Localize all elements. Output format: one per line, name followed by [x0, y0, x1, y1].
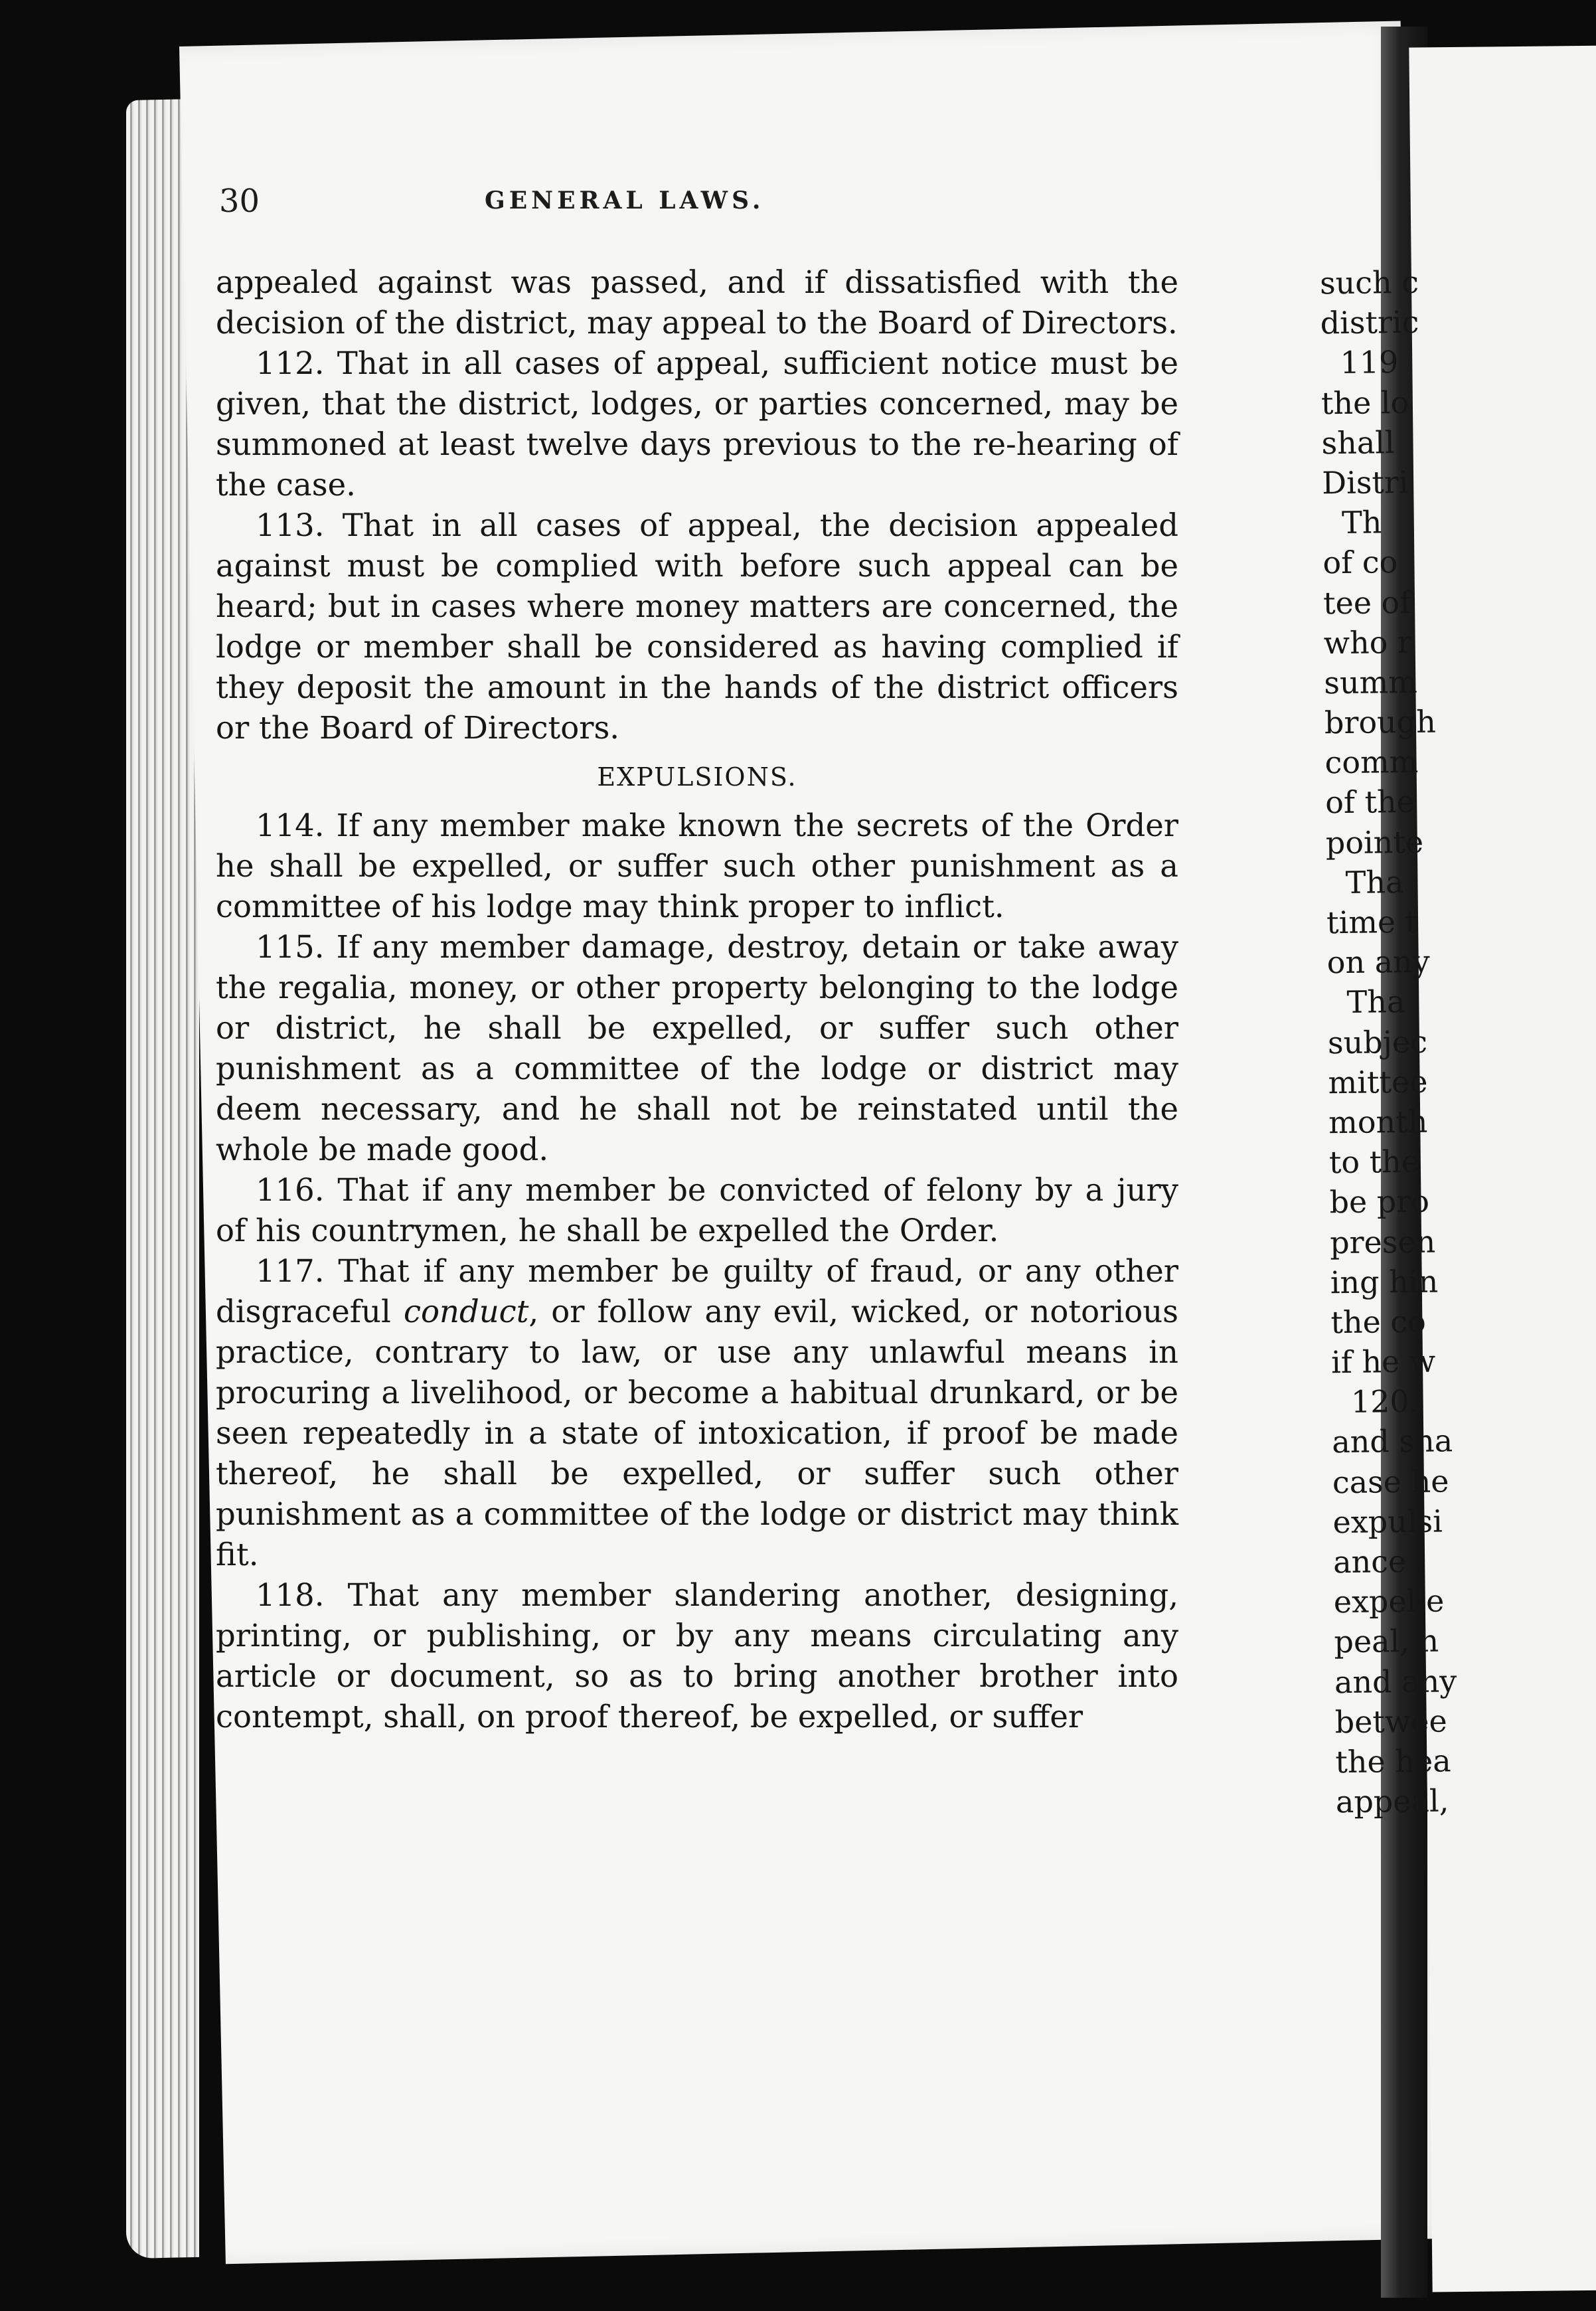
paragraph: 112. That in all cases of appeal, sufficient notice must be given, that the district, lodges, or parties concerned, may be summoned at least twelve days previous to the re-hearing of the case. [216, 345, 1178, 503]
paragraph-text: , or follow any evil, wicked, or notorious practice, contrary to law, or use any unlawful means in procuring a livelihood, or become a habitual drunkard, or be seen repeatedly in a state of intoxication, if proof be made thereof, he shall be expelled, or suffer such other punishment as a committee of the lodge or district may think fit. [216, 1294, 1179, 1573]
right-page-line: 120. [1331, 1383, 1419, 1420]
right-page-line: mittee [1328, 1063, 1428, 1101]
paragraph: 113. That in all cases of appeal, the decision appealed against must be complied with before such appeal can be heard; but in cases where money matters are concerned, the lodge or member shall be considered as having complied if they deposit the amount in the hands of the district officers or the Board of Directors. [216, 507, 1178, 746]
right-page-line: Distri [1321, 464, 1409, 501]
right-page-line: pointe [1325, 823, 1424, 861]
right-page-line: shall [1321, 424, 1395, 462]
left-page-body [216, 262, 1178, 1737]
right-page-line: who r [1323, 624, 1413, 661]
right-page-line: and sha [1332, 1422, 1453, 1460]
right-page-line: appeal, [1335, 1782, 1449, 1820]
right-page-line: of co [1322, 544, 1398, 581]
right-page-line: subjec [1327, 1023, 1428, 1061]
right-page-line: the hea [1335, 1743, 1451, 1780]
paragraph: appealed against was passed, and if dissatisfied with the decision of the district, may appeal to the Board of Directors. [216, 264, 1178, 341]
right-page-line: time t [1326, 903, 1418, 941]
right-page-line: the lo [1320, 384, 1409, 421]
right-page-line: month [1328, 1103, 1428, 1141]
right-page-line: on any [1326, 943, 1431, 981]
right-page-line: case he [1332, 1463, 1449, 1500]
right-page-line: presen [1329, 1223, 1436, 1260]
paragraph: 118. That any member slandering another, designing, printing, or publishing, or by any means circulating any article or document, so as to bring another brother into contempt, shall, on proof thereof, be expelled, or suffer [216, 1577, 1178, 1735]
right-page-line: such c [1319, 264, 1419, 301]
paragraph-text: 117. That if any member be guilty of fraud, or any other disgraceful [216, 1253, 1178, 1329]
right-page-line: expelle [1333, 1583, 1445, 1620]
right-page-line: distric [1320, 303, 1419, 341]
right-page-line: betwee [1334, 1703, 1447, 1740]
right-page-line: to the [1328, 1143, 1420, 1181]
right-page-line: Tha [1327, 984, 1405, 1021]
right-page-line: of the [1324, 784, 1415, 821]
right-page-line: the co [1330, 1303, 1427, 1341]
paragraph: 116. That if any member be convicted of felony by a jury of his countrymen, he shall be expelled the Order. [216, 1172, 1178, 1248]
page-number: 30 [219, 183, 260, 220]
paragraph: 115. If any member damage, destroy, detain or take away the regalia, money, or other property belonging to the lodge or district, he shall be expelled, or suffer such other punishment as a committee of the lodge or district may deem necessary, and he shall not be reinstated until the whole be made good. [216, 929, 1178, 1167]
running-header [219, 183, 1082, 229]
italic-word: conduct [403, 1294, 529, 1329]
right-page-line: 119 [1320, 344, 1399, 381]
right-page-line: expulsi [1332, 1503, 1443, 1541]
right-page-line: Tha [1326, 863, 1404, 901]
right-page-line: tee of [1322, 584, 1411, 621]
right-page-line: peal, h [1334, 1622, 1439, 1660]
right-page-line: brough [1324, 703, 1437, 741]
right-page-line: summ [1324, 663, 1418, 701]
right-page-fragments [1320, 262, 1496, 1822]
paragraph: 114. If any member make known the secrets of the Order he shall be expelled, or suffer such other punishment as a committee of his lodge may think proper to inflict. [216, 808, 1178, 924]
paragraph [216, 1251, 1178, 1575]
right-page-line: ing hin [1330, 1263, 1439, 1300]
running-head-title: GENERAL LAWS. [485, 187, 765, 214]
right-page-line: Th [1322, 504, 1382, 541]
right-page-line: ance ; [1332, 1543, 1427, 1581]
section-heading: EXPULSIONS. [597, 762, 797, 792]
right-page-line: and any [1334, 1662, 1457, 1700]
right-page-line: if he w [1330, 1343, 1436, 1381]
right-page-line: comm [1324, 744, 1419, 781]
right-page-line: be pro [1329, 1183, 1430, 1221]
